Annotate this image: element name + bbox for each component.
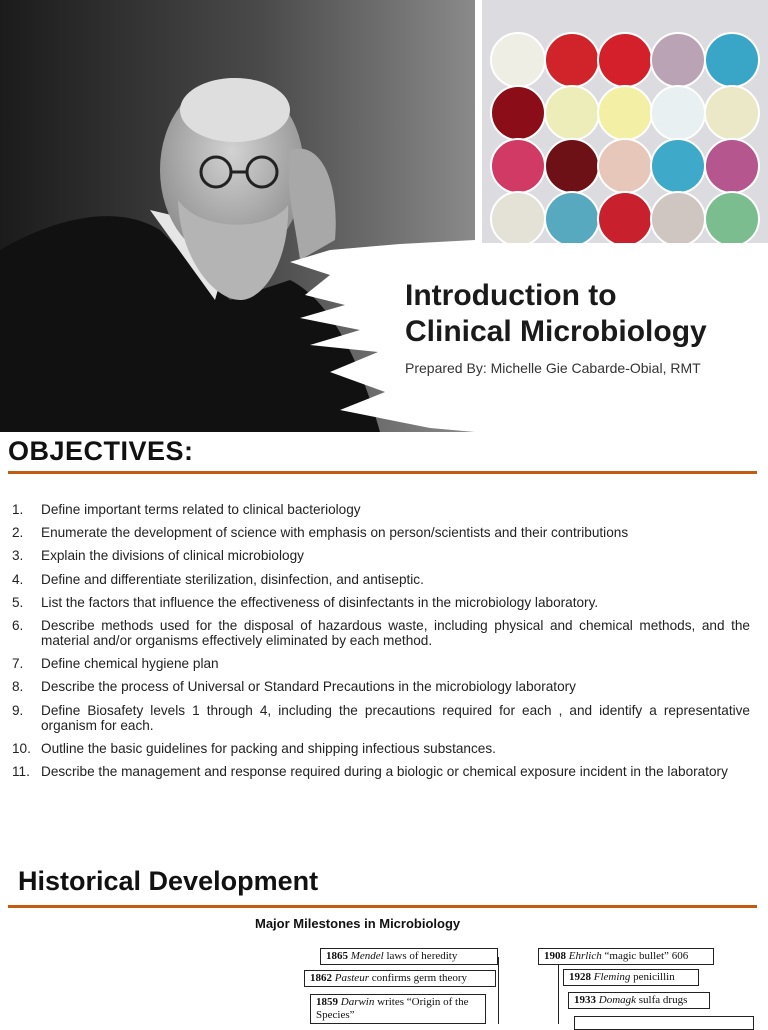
milestone-name: Darwin: [340, 996, 375, 1008]
slide-title-line-2: Clinical Microbiology: [405, 315, 707, 348]
objective-item: [12, 595, 750, 610]
objective-text: Outline the basic guidelines for packing and shipping infectious substances.: [41, 740, 496, 756]
objective-item: [12, 703, 750, 733]
milestone-name: Fleming: [593, 971, 631, 983]
objective-item: [12, 502, 750, 517]
objective-text: Describe the process of Universal or Standard Precautions in the microbiology laboratory: [41, 679, 576, 695]
milestone-box: [538, 948, 714, 965]
milestone-year: 1862: [310, 972, 332, 984]
milestone-box: [304, 970, 496, 987]
objective-number: 11.: [12, 763, 30, 779]
objective-item: [12, 679, 750, 694]
milestone-name: Domagk: [598, 994, 637, 1006]
milestone-text: sulfa drugs: [638, 994, 688, 1006]
objectives-heading: OBJECTIVES:: [8, 436, 194, 466]
objective-number: 5.: [12, 594, 24, 610]
milestone-box-cutoff: [574, 1016, 754, 1030]
objective-text: Describe methods used for the disposal of hazardous waste, including physical and chemical methods, and the material and/or organisms effectively eliminated by each method.: [41, 617, 750, 648]
objective-item: [12, 548, 750, 563]
objective-number: 6.: [12, 617, 24, 633]
hero-banner: [0, 0, 768, 432]
milestone-name: Mendel: [350, 950, 384, 962]
milestone-text: penicillin: [633, 971, 675, 983]
slide-title-line-1: Introduction to: [405, 279, 617, 312]
objective-text: Explain the divisions of clinical microbiology: [41, 548, 304, 564]
objective-item: [12, 572, 750, 587]
objective-item: [12, 741, 750, 756]
objective-number: 9.: [12, 702, 24, 718]
objective-text: Enumerate the development of science with emphasis on person/scientists and their contributions: [41, 525, 629, 541]
milestone-text: laws of heredity: [386, 950, 458, 962]
objective-number: 1.: [12, 502, 24, 517]
milestone-box: [563, 969, 699, 986]
milestone-box: [568, 992, 710, 1009]
objectives-list: [12, 502, 750, 787]
milestone-year: 1933: [574, 994, 596, 1006]
milestone-text: confirms germ theory: [371, 972, 468, 984]
objective-item: [12, 525, 750, 540]
milestone-box: [310, 994, 486, 1024]
milestone-text: “magic bullet” 606: [604, 950, 689, 962]
milestone-year: 1908: [544, 950, 566, 962]
objective-number: 7.: [12, 656, 24, 672]
objective-number: 8.: [12, 679, 24, 695]
objective-text: Define Biosafety levels 1 through 4, including the precautions required for each , and identify a representative organism for each.: [41, 702, 750, 733]
objective-text: List the factors that influence the effectiveness of disinfectants in the microbiology laboratory.: [41, 594, 599, 610]
milestones-figure-title: Major Milestones in Microbiology: [255, 916, 461, 931]
objective-number: 3.: [12, 548, 24, 564]
milestone-year: 1859: [316, 996, 338, 1008]
title-block: [405, 278, 707, 376]
timeline-connector-right: [558, 963, 559, 1024]
objective-item: [12, 764, 750, 779]
objective-text: Define and differentiate sterilization, disinfection, and antiseptic.: [41, 571, 424, 587]
timeline-connector-left: [498, 957, 499, 1024]
milestone-text: writes “Origin of the Species”: [316, 996, 469, 1021]
objectives-divider: [8, 471, 757, 474]
scientist-portrait-photo: [0, 0, 475, 432]
objective-number: 2.: [12, 525, 24, 541]
milestone-year: 1928: [569, 971, 591, 983]
objective-item: [12, 656, 750, 671]
objective-text: Describe the management and response required during a biologic or chemical exposure incident in the laboratory: [41, 763, 728, 779]
milestone-name: Pasteur: [334, 972, 369, 984]
agar-plates-photo: [482, 0, 768, 243]
slide-subtitle: Prepared By: Michelle Gie Cabarde-Obial, RMT: [405, 360, 701, 376]
historical-development-heading: Historical Development: [18, 866, 319, 896]
objective-text: Define chemical hygiene plan: [41, 656, 219, 672]
milestone-box: [320, 948, 498, 965]
objective-text: Define important terms related to clinical bacteriology: [41, 502, 361, 517]
milestone-year: 1865: [326, 950, 348, 962]
objective-number: 10.: [12, 740, 31, 756]
objective-number: 4.: [12, 571, 24, 587]
milestone-name: Ehrlich: [568, 950, 602, 962]
history-divider: [8, 905, 757, 908]
objective-item: [12, 618, 750, 648]
